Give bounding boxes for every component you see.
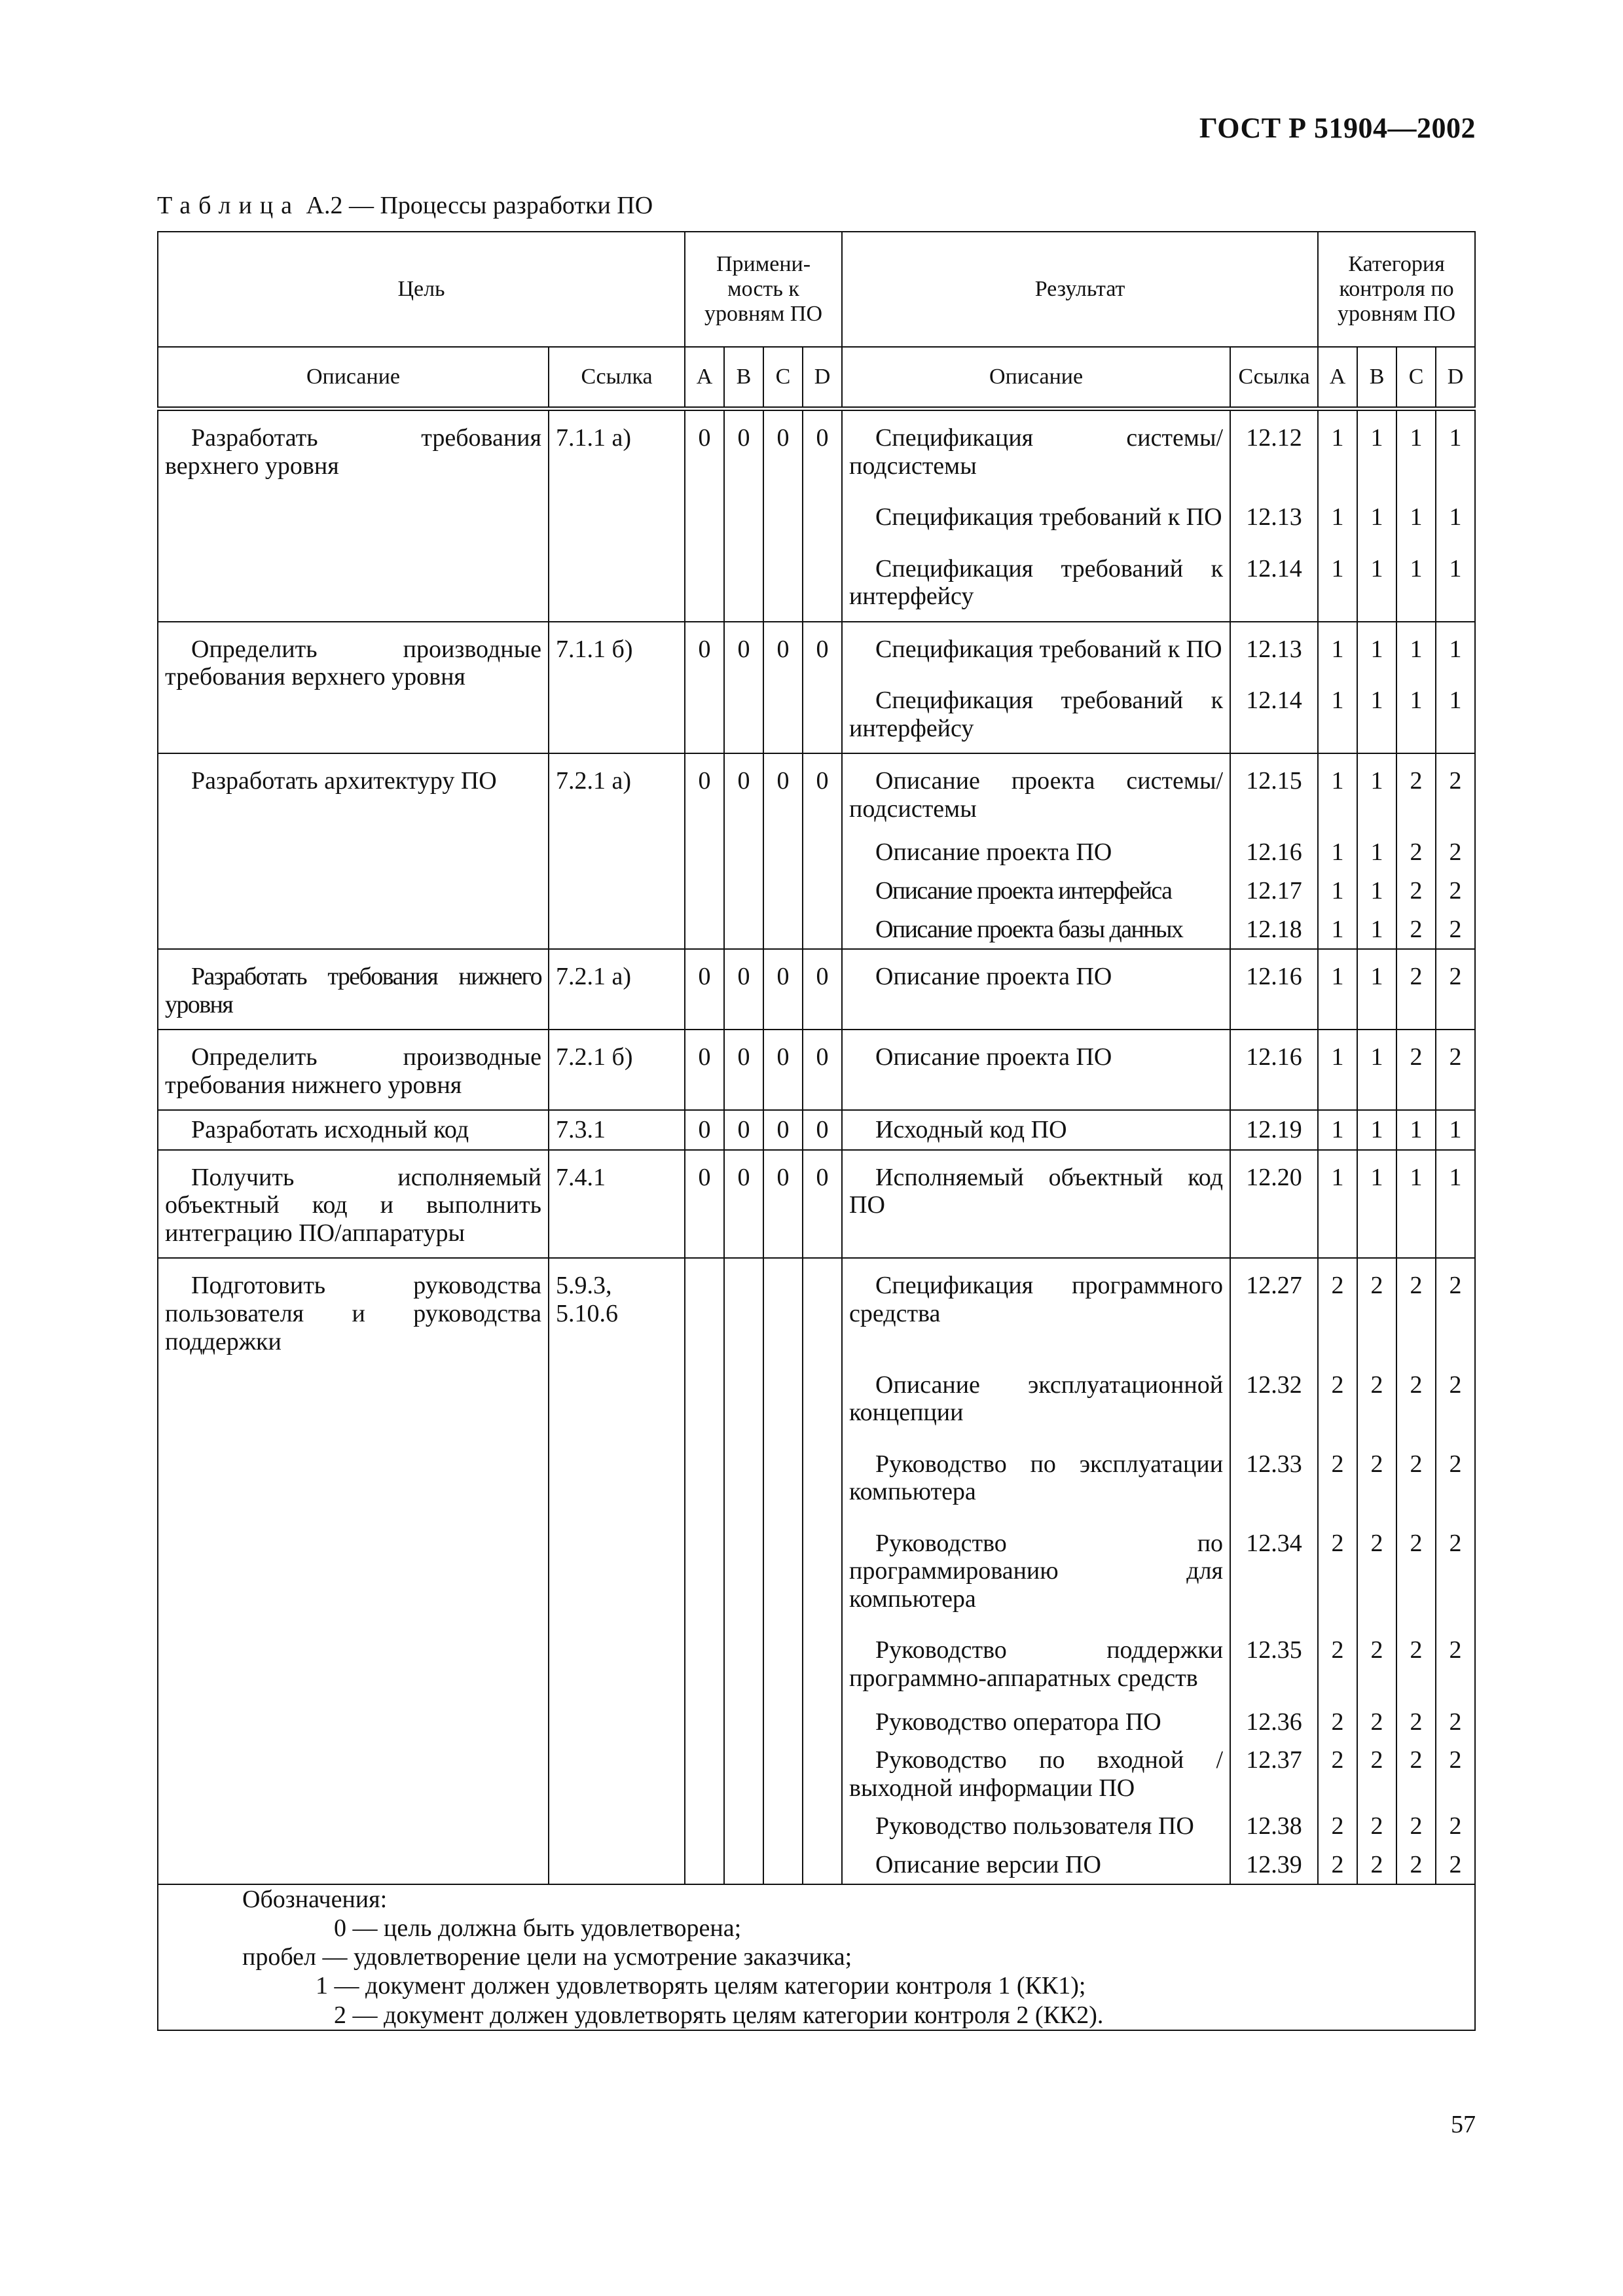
apply-a — [685, 1258, 724, 1884]
cat-a: 1 — [1318, 673, 1357, 753]
legend-title: Обозначения: — [242, 1886, 388, 1914]
cat-d: 2 — [1436, 1623, 1475, 1702]
cat-b: 1 — [1357, 622, 1396, 674]
apply-a: 0 — [685, 622, 724, 754]
header-apply-a: А — [685, 347, 724, 409]
cat-a: 1 — [1318, 949, 1357, 1030]
apply-d: 0 — [803, 1150, 842, 1259]
cat-a: 2 — [1318, 1846, 1357, 1885]
cat-b: 1 — [1357, 1110, 1396, 1150]
cat-b: 2 — [1357, 1623, 1396, 1702]
result-reference: 12.36 — [1230, 1703, 1318, 1742]
cat-d: 2 — [1436, 910, 1475, 950]
result-reference: 12.19 — [1230, 1110, 1318, 1150]
apply-d: 0 — [803, 949, 842, 1030]
apply-d: 0 — [803, 622, 842, 754]
apply-c: 0 — [763, 409, 803, 622]
result-description: Руководство поддержки программно-аппаратных средств — [842, 1623, 1230, 1702]
legend-item: 2 — документ должен удовлетворять целям категории контроля 2 (КК2). — [334, 2001, 1104, 2029]
result-reference: 12.16 — [1230, 833, 1318, 872]
goal-reference: 7.3.1 — [549, 1110, 685, 1150]
table-row — [158, 1150, 1475, 1259]
cat-c: 1 — [1396, 490, 1436, 542]
cat-d: 1 — [1436, 542, 1475, 622]
cat-c: 2 — [1396, 1703, 1436, 1742]
header-goal-reference: Ссылка — [549, 347, 685, 409]
apply-b — [724, 1258, 763, 1884]
header-goal: Цель — [158, 232, 685, 347]
legend — [158, 1884, 1475, 2030]
goal-description: Получить исполняемый объектный код и выполнить интеграцию ПО/аппаратуры — [158, 1150, 549, 1259]
goal-reference: 7.2.1 б) — [549, 1030, 685, 1110]
header-applicability: Примени-мость к уровням ПО — [685, 232, 842, 347]
goal-description: Разработать исходный код — [158, 1110, 549, 1150]
result-reference: 12.14 — [1230, 542, 1318, 622]
result-description: Спецификация системы/подсистемы — [842, 409, 1230, 491]
result-description: Спецификация требований к ПО — [842, 622, 1230, 674]
apply-a: 0 — [685, 1150, 724, 1259]
apply-b: 0 — [724, 949, 763, 1030]
goal-reference: 7.1.1 а) — [549, 409, 685, 622]
cat-d: 2 — [1436, 1437, 1475, 1516]
cat-c: 2 — [1396, 1807, 1436, 1846]
result-description: Исполняемый объектный код ПО — [842, 1150, 1230, 1259]
legend-item: пробел — удовлетворение цели на усмотрение заказчика; — [242, 1943, 852, 1971]
apply-c: 0 — [763, 753, 803, 949]
result-description: Руководство пользователя ПО — [842, 1807, 1230, 1846]
result-reference: 12.17 — [1230, 872, 1318, 910]
result-description: Спецификация требований к интерфейсу — [842, 673, 1230, 753]
cat-b: 1 — [1357, 753, 1396, 833]
cat-c: 1 — [1396, 409, 1436, 491]
cat-b: 1 — [1357, 833, 1396, 872]
cat-d: 2 — [1436, 1030, 1475, 1110]
header-goal-description: Описание — [158, 347, 549, 409]
cat-d: 1 — [1436, 1150, 1475, 1259]
apply-b: 0 — [724, 1030, 763, 1110]
cat-d: 1 — [1436, 622, 1475, 674]
apply-c — [763, 1258, 803, 1884]
cat-c: 2 — [1396, 1623, 1436, 1702]
cat-a: 2 — [1318, 1703, 1357, 1742]
table-caption-text: А.2 — Процессы разработки ПО — [306, 192, 653, 219]
table-label: Таблица — [157, 192, 301, 219]
result-description: Описание проекта системы/подсистемы — [842, 753, 1230, 833]
cat-d: 1 — [1436, 1110, 1475, 1150]
cat-b: 2 — [1357, 1358, 1396, 1437]
apply-a: 0 — [685, 1030, 724, 1110]
table-row — [158, 622, 1475, 674]
apply-b: 0 — [724, 1150, 763, 1259]
table-row — [158, 409, 1475, 491]
apply-c: 0 — [763, 1110, 803, 1150]
cat-b: 1 — [1357, 409, 1396, 491]
cat-d: 1 — [1436, 673, 1475, 753]
page-number: 57 — [1451, 2111, 1476, 2138]
cat-d: 2 — [1436, 1846, 1475, 1885]
result-reference: 12.32 — [1230, 1358, 1318, 1437]
cat-c: 2 — [1396, 753, 1436, 833]
cat-a: 2 — [1318, 1741, 1357, 1807]
cat-a: 1 — [1318, 542, 1357, 622]
cat-c: 1 — [1396, 1110, 1436, 1150]
cat-b: 1 — [1357, 910, 1396, 950]
result-description: Руководство по программированию для компьютера — [842, 1516, 1230, 1624]
apply-a: 0 — [685, 753, 724, 949]
cat-d: 2 — [1436, 1516, 1475, 1624]
cat-b: 2 — [1357, 1437, 1396, 1516]
legend-item: 1 — документ должен удовлетворять целям категории контроля 1 (КК1); — [316, 1972, 1086, 2000]
goal-description: Разработать требования нижнего уровня — [158, 949, 549, 1030]
cat-c: 2 — [1396, 833, 1436, 872]
result-description: Описание проекта ПО — [842, 833, 1230, 872]
table-row — [158, 753, 1475, 833]
cat-a: 1 — [1318, 1030, 1357, 1110]
goal-description: Определить производные требования верхнего уровня — [158, 622, 549, 754]
cat-d: 1 — [1436, 490, 1475, 542]
table-caption — [157, 191, 653, 220]
cat-a: 1 — [1318, 833, 1357, 872]
cat-c: 2 — [1396, 1358, 1436, 1437]
cat-c: 1 — [1396, 1150, 1436, 1259]
apply-a: 0 — [685, 409, 724, 622]
result-reference: 12.18 — [1230, 910, 1318, 950]
cat-d: 2 — [1436, 1741, 1475, 1807]
result-reference: 12.27 — [1230, 1258, 1318, 1357]
result-description: Описание проекта интерфейса — [842, 872, 1230, 910]
cat-b: 2 — [1357, 1741, 1396, 1807]
header-result: Результат — [842, 232, 1318, 347]
result-reference: 12.13 — [1230, 622, 1318, 674]
header-cat-d: D — [1436, 347, 1475, 409]
cat-a: 2 — [1318, 1437, 1357, 1516]
cat-a: 1 — [1318, 872, 1357, 910]
result-description: Описание версии ПО — [842, 1846, 1230, 1885]
cat-a: 2 — [1318, 1623, 1357, 1702]
standard-id: ГОСТ Р 51904—2002 — [1199, 112, 1476, 144]
cat-c: 2 — [1396, 1437, 1436, 1516]
apply-c: 0 — [763, 1150, 803, 1259]
cat-b: 2 — [1357, 1703, 1396, 1742]
cat-b: 2 — [1357, 1258, 1396, 1357]
header-result-reference: Ссылка — [1230, 347, 1318, 409]
result-reference: 12.39 — [1230, 1846, 1318, 1885]
cat-b: 2 — [1357, 1516, 1396, 1624]
header-cat-c: С — [1396, 347, 1436, 409]
cat-c: 2 — [1396, 1846, 1436, 1885]
cat-d: 2 — [1436, 1258, 1475, 1357]
cat-c: 1 — [1396, 622, 1436, 674]
apply-d: 0 — [803, 1030, 842, 1110]
apply-a: 0 — [685, 1110, 724, 1150]
header-result-description: Описание — [842, 347, 1230, 409]
result-description: Спецификация требований к интерфейсу — [842, 542, 1230, 622]
cat-d: 2 — [1436, 1703, 1475, 1742]
cat-a: 1 — [1318, 1110, 1357, 1150]
result-description: Спецификация программного средства — [842, 1258, 1230, 1357]
cat-d: 2 — [1436, 949, 1475, 1030]
result-description: Спецификация требований к ПО — [842, 490, 1230, 542]
header-apply-d: D — [803, 347, 842, 409]
apply-a: 0 — [685, 949, 724, 1030]
cat-c: 1 — [1396, 542, 1436, 622]
cat-d: 2 — [1436, 753, 1475, 833]
apply-b: 0 — [724, 622, 763, 754]
cat-d: 1 — [1436, 409, 1475, 491]
table-row — [158, 1258, 1475, 1357]
result-reference: 12.16 — [1230, 1030, 1318, 1110]
goal-description: Определить производные требования нижнего уровня — [158, 1030, 549, 1110]
result-reference: 12.20 — [1230, 1150, 1318, 1259]
cat-b: 2 — [1357, 1807, 1396, 1846]
cat-a: 1 — [1318, 910, 1357, 950]
cat-c: 2 — [1396, 1258, 1436, 1357]
process-table — [157, 231, 1476, 2031]
cat-a: 2 — [1318, 1516, 1357, 1624]
cat-c: 1 — [1396, 673, 1436, 753]
result-reference: 12.15 — [1230, 753, 1318, 833]
cat-a: 2 — [1318, 1807, 1357, 1846]
cat-d: 2 — [1436, 1358, 1475, 1437]
cat-a: 1 — [1318, 753, 1357, 833]
goal-description: Подготовить руководства пользователя и руководства поддержки — [158, 1258, 549, 1884]
cat-d: 2 — [1436, 872, 1475, 910]
result-description: Описание проекта базы данных — [842, 910, 1230, 950]
goal-reference: 7.4.1 — [549, 1150, 685, 1259]
cat-d: 2 — [1436, 833, 1475, 872]
table-row — [158, 1110, 1475, 1150]
goal-reference: 5.9.3, 5.10.6 — [549, 1258, 685, 1884]
cat-c: 2 — [1396, 1030, 1436, 1110]
cat-b: 1 — [1357, 949, 1396, 1030]
goal-description: Разработать требования верхнего уровня — [158, 409, 549, 622]
apply-b: 0 — [724, 409, 763, 622]
header-apply-c: С — [763, 347, 803, 409]
cat-c: 2 — [1396, 1741, 1436, 1807]
result-reference: 12.14 — [1230, 673, 1318, 753]
cat-b: 1 — [1357, 542, 1396, 622]
cat-b: 1 — [1357, 1030, 1396, 1110]
apply-d — [803, 1258, 842, 1884]
cat-b: 1 — [1357, 1150, 1396, 1259]
apply-c: 0 — [763, 1030, 803, 1110]
apply-b: 0 — [724, 1110, 763, 1150]
cat-b: 1 — [1357, 872, 1396, 910]
cat-a: 1 — [1318, 490, 1357, 542]
goal-reference: 7.2.1 а) — [549, 753, 685, 949]
header-control-category: Категория контроля по уровням ПО — [1318, 232, 1475, 347]
result-reference: 12.38 — [1230, 1807, 1318, 1846]
cat-b: 1 — [1357, 490, 1396, 542]
apply-c: 0 — [763, 622, 803, 754]
cat-c: 2 — [1396, 872, 1436, 910]
cat-c: 2 — [1396, 910, 1436, 950]
apply-d: 0 — [803, 409, 842, 622]
header-cat-a: А — [1318, 347, 1357, 409]
result-reference: 12.33 — [1230, 1437, 1318, 1516]
legend-item: 0 — цель должна быть удовлетворена; — [334, 1914, 742, 1943]
goal-reference: 7.1.1 б) — [549, 622, 685, 754]
apply-b: 0 — [724, 753, 763, 949]
table-row — [158, 1030, 1475, 1110]
cat-b: 1 — [1357, 673, 1396, 753]
cat-a: 2 — [1318, 1358, 1357, 1437]
result-reference: 12.12 — [1230, 409, 1318, 491]
header-apply-b: В — [724, 347, 763, 409]
goal-description: Разработать архитектуру ПО — [158, 753, 549, 949]
cat-a: 1 — [1318, 1150, 1357, 1259]
result-description: Исходный код ПО — [842, 1110, 1230, 1150]
cat-d: 2 — [1436, 1807, 1475, 1846]
result-reference: 12.16 — [1230, 949, 1318, 1030]
cat-b: 2 — [1357, 1846, 1396, 1885]
result-description: Руководство по эксплуатации компьютера — [842, 1437, 1230, 1516]
result-description: Руководство по входной / выходной информации ПО — [842, 1741, 1230, 1807]
result-description: Описание эксплуатационной концепции — [842, 1358, 1230, 1437]
result-reference: 12.37 — [1230, 1741, 1318, 1807]
cat-c: 2 — [1396, 1516, 1436, 1624]
result-reference: 12.35 — [1230, 1623, 1318, 1702]
table-row — [158, 949, 1475, 1030]
cat-a: 1 — [1318, 409, 1357, 491]
cat-c: 2 — [1396, 949, 1436, 1030]
result-description: Руководство оператора ПО — [842, 1703, 1230, 1742]
cat-a: 1 — [1318, 622, 1357, 674]
result-description: Описание проекта ПО — [842, 1030, 1230, 1110]
goal-reference: 7.2.1 а) — [549, 949, 685, 1030]
apply-d: 0 — [803, 1110, 842, 1150]
header-cat-b: В — [1357, 347, 1396, 409]
cat-a: 2 — [1318, 1258, 1357, 1357]
apply-c: 0 — [763, 949, 803, 1030]
apply-d: 0 — [803, 753, 842, 949]
result-reference: 12.13 — [1230, 490, 1318, 542]
result-description: Описание проекта ПО — [842, 949, 1230, 1030]
result-reference: 12.34 — [1230, 1516, 1318, 1624]
